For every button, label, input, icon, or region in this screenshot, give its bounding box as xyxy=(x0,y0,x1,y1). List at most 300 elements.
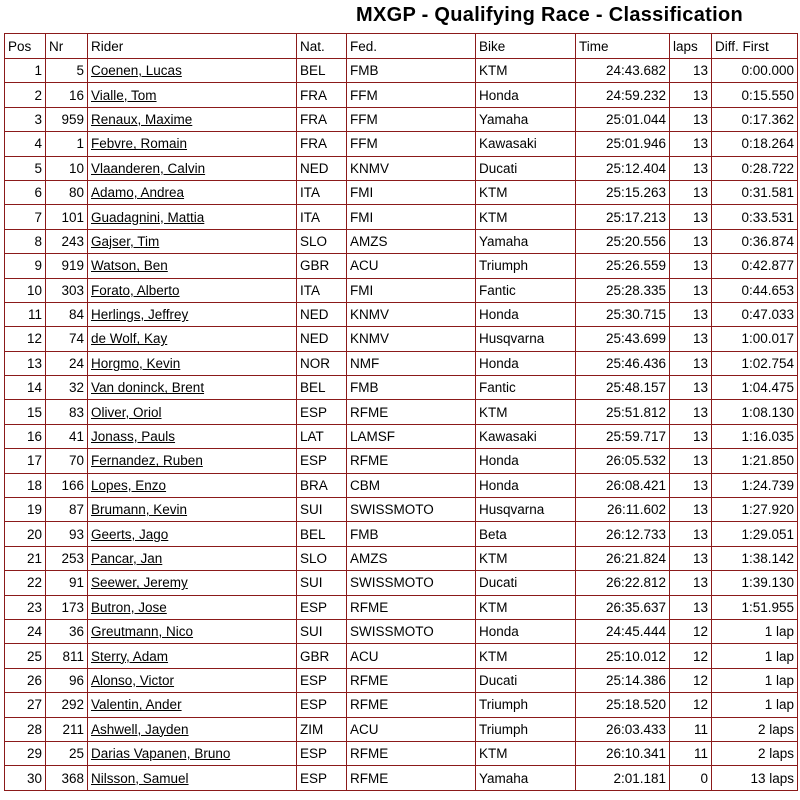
cell-fed: RFME xyxy=(347,400,476,424)
cell-nat: BRA xyxy=(297,473,347,497)
cell-pos: 12 xyxy=(5,327,46,351)
cell-bike: KTM xyxy=(476,644,576,668)
cell-fed: RFME xyxy=(347,766,476,790)
cell-nat: GBR xyxy=(297,644,347,668)
cell-pos: 20 xyxy=(5,522,46,546)
cell-laps: 13 xyxy=(670,546,712,570)
cell-fed: LAMSF xyxy=(347,424,476,448)
rider-link[interactable]: Alonso, Victor xyxy=(91,672,175,688)
cell-time: 25:28.335 xyxy=(576,278,670,302)
cell-bike: Honda xyxy=(476,449,576,473)
cell-rider xyxy=(88,132,297,156)
table-row xyxy=(5,376,798,400)
cell-laps: 13 xyxy=(670,254,712,278)
cell-pos: 27 xyxy=(5,693,46,717)
cell-time: 25:30.715 xyxy=(576,302,670,326)
cell-nr: 93 xyxy=(46,522,88,546)
cell-bike: KTM xyxy=(476,741,576,765)
cell-diff-first: 0:15.550 xyxy=(712,83,798,107)
table-row xyxy=(5,741,798,765)
cell-fed: AMZS xyxy=(347,229,476,253)
cell-nr: 10 xyxy=(46,156,88,180)
cell-fed: ACU xyxy=(347,717,476,741)
cell-pos: 17 xyxy=(5,449,46,473)
cell-rider xyxy=(88,107,297,131)
rider-link[interactable]: Pancar, Jan xyxy=(91,551,163,566)
cell-rider xyxy=(88,766,297,790)
rider-link[interactable]: Butron, Jose xyxy=(91,599,167,615)
cell-bike: KTM xyxy=(476,400,576,424)
cell-bike: Triumph xyxy=(476,254,576,278)
cell-nr: 74 xyxy=(46,327,88,351)
cell-nat: SLO xyxy=(297,546,347,570)
cell-nat: NED xyxy=(297,327,347,351)
cell-laps: 12 xyxy=(670,644,712,668)
cell-nat: FRA xyxy=(297,132,347,156)
cell-laps: 13 xyxy=(670,107,712,131)
cell-laps: 11 xyxy=(670,717,712,741)
rider-link[interactable]: Greutmann, Nico xyxy=(91,624,194,640)
rider-link[interactable]: Jonass, Pauls xyxy=(91,429,176,445)
cell-time: 26:08.421 xyxy=(576,473,670,497)
rider-link[interactable]: Ashwell, Jayden xyxy=(91,721,189,737)
rider-link[interactable]: Herlings, Jeffrey xyxy=(91,307,189,323)
cell-nat: FRA xyxy=(297,107,347,131)
cell-fed: FFM xyxy=(347,107,476,131)
table-row xyxy=(5,156,798,180)
cell-nr: 83 xyxy=(46,400,88,424)
cell-time: 24:59.232 xyxy=(576,83,670,107)
header-nat: Nat. xyxy=(297,34,347,59)
cell-fed: FMI xyxy=(347,278,476,302)
cell-nr: 16 xyxy=(46,83,88,107)
cell-bike: Honda xyxy=(476,473,576,497)
table-row xyxy=(5,546,798,570)
table-row xyxy=(5,473,798,497)
header-nr: Nr xyxy=(46,34,88,59)
cell-diff-first: 0:36.874 xyxy=(712,229,798,253)
rider-link[interactable]: Guadagnini, Mattia xyxy=(91,209,205,225)
cell-diff-first: 1:02.754 xyxy=(712,351,798,375)
page-title: MXGP - Qualifying Race - Classification xyxy=(356,4,743,26)
cell-rider xyxy=(88,498,297,522)
cell-bike: Yamaha xyxy=(476,766,576,790)
table-row xyxy=(5,400,798,424)
cell-time: 24:45.444 xyxy=(576,619,670,643)
rider-link[interactable]: Darias Vapanen, Bruno xyxy=(91,746,231,762)
table-row xyxy=(5,766,798,790)
cell-pos: 3 xyxy=(5,107,46,131)
cell-rider xyxy=(88,302,297,326)
cell-laps: 13 xyxy=(670,522,712,546)
cell-fed: AMZS xyxy=(347,546,476,570)
cell-fed: FMB xyxy=(347,59,476,83)
cell-time: 25:26.559 xyxy=(576,254,670,278)
cell-pos: 7 xyxy=(5,205,46,229)
cell-time: 26:10.341 xyxy=(576,741,670,765)
rider-link[interactable]: Coenen, Lucas xyxy=(91,63,182,79)
cell-bike: Husqvarna xyxy=(476,327,576,351)
cell-nat: GBR xyxy=(297,254,347,278)
cell-pos: 29 xyxy=(5,741,46,765)
cell-time: 25:14.386 xyxy=(576,668,670,692)
table-row xyxy=(5,278,798,302)
cell-nr: 811 xyxy=(46,644,88,668)
cell-diff-first: 1:16.035 xyxy=(712,424,798,448)
cell-fed: CBM xyxy=(347,473,476,497)
rider-link[interactable]: Horgmo, Kevin xyxy=(91,355,181,371)
cell-diff-first: 1:04.475 xyxy=(712,376,798,400)
cell-bike: Fantic xyxy=(476,376,576,400)
table-row xyxy=(5,522,798,546)
cell-nr: 919 xyxy=(46,254,88,278)
cell-fed: KNMV xyxy=(347,327,476,351)
cell-laps: 12 xyxy=(670,668,712,692)
cell-time: 26:22.812 xyxy=(576,571,670,595)
rider-link[interactable]: Fernandez, Ruben xyxy=(91,453,203,469)
cell-rider xyxy=(88,205,297,229)
cell-pos: 6 xyxy=(5,180,46,204)
cell-laps: 13 xyxy=(670,278,712,302)
rider-link[interactable]: Gajser, Tim xyxy=(91,233,160,249)
cell-diff-first: 1:29.051 xyxy=(712,522,798,546)
cell-nr: 292 xyxy=(46,693,88,717)
cell-diff-first: 1 lap xyxy=(712,693,798,717)
cell-nat: BEL xyxy=(297,376,347,400)
cell-pos: 22 xyxy=(5,571,46,595)
table-row xyxy=(5,351,798,375)
rider-link[interactable]: Valentin, Ander xyxy=(91,697,182,713)
cell-nat: LAT xyxy=(297,424,347,448)
header-rider: Rider xyxy=(88,34,297,59)
cell-bike: Yamaha xyxy=(476,229,576,253)
cell-pos: 21 xyxy=(5,546,46,570)
cell-nr: 70 xyxy=(46,449,88,473)
cell-nat: FRA xyxy=(297,83,347,107)
rider-link[interactable]: Van doninck, Brent xyxy=(91,380,205,396)
cell-nr: 32 xyxy=(46,376,88,400)
cell-fed: FFM xyxy=(347,83,476,107)
table-row xyxy=(5,571,798,595)
rider-link[interactable]: Adamo, Andrea xyxy=(91,185,185,201)
cell-diff-first: 1:24.739 xyxy=(712,473,798,497)
cell-laps: 0 xyxy=(670,766,712,790)
cell-fed: RFME xyxy=(347,595,476,619)
cell-rider xyxy=(88,400,297,424)
cell-time: 25:01.044 xyxy=(576,107,670,131)
cell-nat: ITA xyxy=(297,180,347,204)
cell-diff-first: 0:42.877 xyxy=(712,254,798,278)
cell-fed: FMB xyxy=(347,376,476,400)
header-row xyxy=(5,34,798,59)
rider-link[interactable]: Sterry, Adam xyxy=(91,648,169,664)
cell-nat: ESP xyxy=(297,449,347,473)
cell-nat: SUI xyxy=(297,498,347,522)
rider-link[interactable]: Seewer, Jeremy xyxy=(91,575,188,591)
cell-diff-first: 2 laps xyxy=(712,741,798,765)
cell-fed: KNMV xyxy=(347,156,476,180)
cell-diff-first: 1:39.130 xyxy=(712,571,798,595)
cell-laps: 13 xyxy=(670,498,712,522)
table-row xyxy=(5,107,798,131)
cell-fed: SWISSMOTO xyxy=(347,571,476,595)
cell-bike: KTM xyxy=(476,595,576,619)
cell-bike: Fantic xyxy=(476,278,576,302)
table-row xyxy=(5,668,798,692)
cell-pos: 15 xyxy=(5,400,46,424)
cell-nr: 41 xyxy=(46,424,88,448)
cell-diff-first: 1:38.142 xyxy=(712,546,798,570)
rider-link[interactable]: Nilsson, Samuel xyxy=(91,770,189,786)
cell-bike: Honda xyxy=(476,351,576,375)
rider-link[interactable]: Renaux, Maxime xyxy=(91,111,193,127)
cell-nr: 303 xyxy=(46,278,88,302)
cell-nr: 101 xyxy=(46,205,88,229)
cell-laps: 13 xyxy=(670,400,712,424)
cell-laps: 13 xyxy=(670,449,712,473)
cell-time: 26:12.733 xyxy=(576,522,670,546)
cell-rider xyxy=(88,229,297,253)
cell-bike: Husqvarna xyxy=(476,498,576,522)
rider-link[interactable]: Vlaanderen, Calvin xyxy=(91,160,206,176)
cell-laps: 13 xyxy=(670,473,712,497)
cell-rider xyxy=(88,156,297,180)
cell-pos: 4 xyxy=(5,132,46,156)
cell-diff-first: 0:18.264 xyxy=(712,132,798,156)
cell-time: 26:11.602 xyxy=(576,498,670,522)
cell-bike: Triumph xyxy=(476,693,576,717)
cell-rider xyxy=(88,741,297,765)
cell-nr: 87 xyxy=(46,498,88,522)
cell-nat: BEL xyxy=(297,59,347,83)
cell-time: 25:17.213 xyxy=(576,205,670,229)
cell-laps: 13 xyxy=(670,83,712,107)
cell-time: 25:18.520 xyxy=(576,693,670,717)
cell-pos: 18 xyxy=(5,473,46,497)
cell-nr: 84 xyxy=(46,302,88,326)
cell-diff-first: 13 laps xyxy=(712,766,798,790)
cell-pos: 14 xyxy=(5,376,46,400)
cell-rider xyxy=(88,546,297,570)
cell-nat: ITA xyxy=(297,278,347,302)
cell-bike: Honda xyxy=(476,302,576,326)
table-row xyxy=(5,644,798,668)
cell-nat: NED xyxy=(297,302,347,326)
cell-time: 25:59.717 xyxy=(576,424,670,448)
cell-nr: 1 xyxy=(46,132,88,156)
results-body xyxy=(5,59,798,791)
rider-link[interactable]: Geerts, Jago xyxy=(91,526,169,542)
cell-pos: 28 xyxy=(5,717,46,741)
classification-table xyxy=(4,33,798,791)
cell-pos: 24 xyxy=(5,619,46,643)
cell-laps: 11 xyxy=(670,741,712,765)
cell-bike: KTM xyxy=(476,180,576,204)
cell-fed: NMF xyxy=(347,351,476,375)
cell-diff-first: 1:27.920 xyxy=(712,498,798,522)
rider-link[interactable]: Febvre, Romain xyxy=(91,136,188,152)
cell-rider xyxy=(88,327,297,351)
cell-rider xyxy=(88,424,297,448)
cell-nr: 243 xyxy=(46,229,88,253)
cell-pos: 5 xyxy=(5,156,46,180)
cell-nat: SUI xyxy=(297,619,347,643)
cell-laps: 13 xyxy=(670,595,712,619)
cell-pos: 2 xyxy=(5,83,46,107)
cell-fed: RFME xyxy=(347,741,476,765)
cell-laps: 13 xyxy=(670,180,712,204)
cell-nat: ITA xyxy=(297,205,347,229)
cell-nr: 91 xyxy=(46,571,88,595)
cell-bike: Ducati xyxy=(476,571,576,595)
table-row xyxy=(5,132,798,156)
cell-time: 26:21.824 xyxy=(576,546,670,570)
cell-rider xyxy=(88,83,297,107)
cell-diff-first: 0:17.362 xyxy=(712,107,798,131)
cell-laps: 13 xyxy=(670,376,712,400)
cell-nat: SUI xyxy=(297,571,347,595)
cell-nr: 24 xyxy=(46,351,88,375)
cell-laps: 12 xyxy=(670,693,712,717)
cell-fed: FMI xyxy=(347,205,476,229)
cell-rider xyxy=(88,351,297,375)
cell-nat: SLO xyxy=(297,229,347,253)
cell-laps: 13 xyxy=(670,351,712,375)
rider-link[interactable]: Oliver, Oriol xyxy=(91,404,162,420)
table-row xyxy=(5,254,798,278)
cell-diff-first: 1:51.955 xyxy=(712,595,798,619)
cell-rider xyxy=(88,449,297,473)
cell-rider xyxy=(88,473,297,497)
cell-nat: ESP xyxy=(297,766,347,790)
cell-pos: 26 xyxy=(5,668,46,692)
cell-rider xyxy=(88,254,297,278)
cell-diff-first: 0:31.581 xyxy=(712,180,798,204)
cell-nr: 173 xyxy=(46,595,88,619)
cell-nat: ESP xyxy=(297,741,347,765)
rider-link[interactable]: Lopes, Enzo xyxy=(91,477,167,493)
table-row xyxy=(5,717,798,741)
cell-rider xyxy=(88,619,297,643)
cell-fed: RFME xyxy=(347,668,476,692)
table-row xyxy=(5,498,798,522)
header-time: Time xyxy=(576,34,670,59)
cell-pos: 19 xyxy=(5,498,46,522)
rider-link[interactable]: de Wolf, Kay xyxy=(91,331,168,347)
cell-nr: 5 xyxy=(46,59,88,83)
cell-nr: 368 xyxy=(46,766,88,790)
cell-rider xyxy=(88,278,297,302)
cell-fed: ACU xyxy=(347,254,476,278)
cell-nat: ESP xyxy=(297,400,347,424)
table-row xyxy=(5,83,798,107)
cell-nr: 166 xyxy=(46,473,88,497)
cell-diff-first: 1 lap xyxy=(712,644,798,668)
rider-link[interactable]: Brumann, Kevin xyxy=(91,502,188,518)
rider-link[interactable]: Watson, Ben xyxy=(91,258,168,274)
cell-pos: 9 xyxy=(5,254,46,278)
cell-diff-first: 0:44.653 xyxy=(712,278,798,302)
table-row xyxy=(5,693,798,717)
cell-pos: 1 xyxy=(5,59,46,83)
cell-rider xyxy=(88,571,297,595)
table-row xyxy=(5,619,798,643)
cell-rider xyxy=(88,644,297,668)
cell-bike: Honda xyxy=(476,619,576,643)
cell-laps: 13 xyxy=(670,59,712,83)
cell-bike: KTM xyxy=(476,59,576,83)
cell-time: 26:05.532 xyxy=(576,449,670,473)
cell-pos: 11 xyxy=(5,302,46,326)
cell-time: 25:46.436 xyxy=(576,351,670,375)
cell-diff-first: 0:47.033 xyxy=(712,302,798,326)
table-row xyxy=(5,449,798,473)
cell-bike: Yamaha xyxy=(476,107,576,131)
cell-laps: 13 xyxy=(670,302,712,326)
cell-nat: NED xyxy=(297,156,347,180)
table-row xyxy=(5,205,798,229)
cell-laps: 13 xyxy=(670,424,712,448)
cell-nat: BEL xyxy=(297,522,347,546)
cell-fed: SWISSMOTO xyxy=(347,619,476,643)
cell-fed: FFM xyxy=(347,132,476,156)
header-pos: Pos xyxy=(5,34,46,59)
cell-time: 25:48.157 xyxy=(576,376,670,400)
cell-pos: 23 xyxy=(5,595,46,619)
cell-bike: Kawasaki xyxy=(476,424,576,448)
cell-bike: Beta xyxy=(476,522,576,546)
cell-bike: Honda xyxy=(476,83,576,107)
cell-diff-first: 1:00.017 xyxy=(712,327,798,351)
cell-fed: FMI xyxy=(347,180,476,204)
cell-diff-first: 1:08.130 xyxy=(712,400,798,424)
header-diff-first: Diff. First xyxy=(712,34,798,59)
cell-nat: NOR xyxy=(297,351,347,375)
cell-laps: 13 xyxy=(670,156,712,180)
cell-rider xyxy=(88,668,297,692)
cell-bike: Ducati xyxy=(476,668,576,692)
cell-laps: 13 xyxy=(670,229,712,253)
cell-diff-first: 1:21.850 xyxy=(712,449,798,473)
cell-nat: ESP xyxy=(297,693,347,717)
cell-fed: RFME xyxy=(347,693,476,717)
cell-time: 25:01.946 xyxy=(576,132,670,156)
cell-rider xyxy=(88,717,297,741)
table-row xyxy=(5,302,798,326)
cell-bike: KTM xyxy=(476,546,576,570)
cell-time: 25:43.699 xyxy=(576,327,670,351)
cell-laps: 13 xyxy=(670,205,712,229)
cell-bike: Ducati xyxy=(476,156,576,180)
cell-fed: KNMV xyxy=(347,302,476,326)
cell-nr: 959 xyxy=(46,107,88,131)
cell-time: 25:51.812 xyxy=(576,400,670,424)
cell-time: 26:03.433 xyxy=(576,717,670,741)
header-laps: laps xyxy=(670,34,712,59)
cell-time: 25:20.556 xyxy=(576,229,670,253)
table-row xyxy=(5,229,798,253)
cell-nat: ESP xyxy=(297,595,347,619)
rider-link[interactable]: Forato, Alberto xyxy=(91,282,180,298)
cell-fed: RFME xyxy=(347,449,476,473)
cell-diff-first: 0:33.531 xyxy=(712,205,798,229)
cell-rider xyxy=(88,376,297,400)
cell-rider xyxy=(88,180,297,204)
rider-link[interactable]: Vialle, Tom xyxy=(91,87,157,103)
cell-bike: Kawasaki xyxy=(476,132,576,156)
cell-bike: Triumph xyxy=(476,717,576,741)
header-fed: Fed. xyxy=(347,34,476,59)
